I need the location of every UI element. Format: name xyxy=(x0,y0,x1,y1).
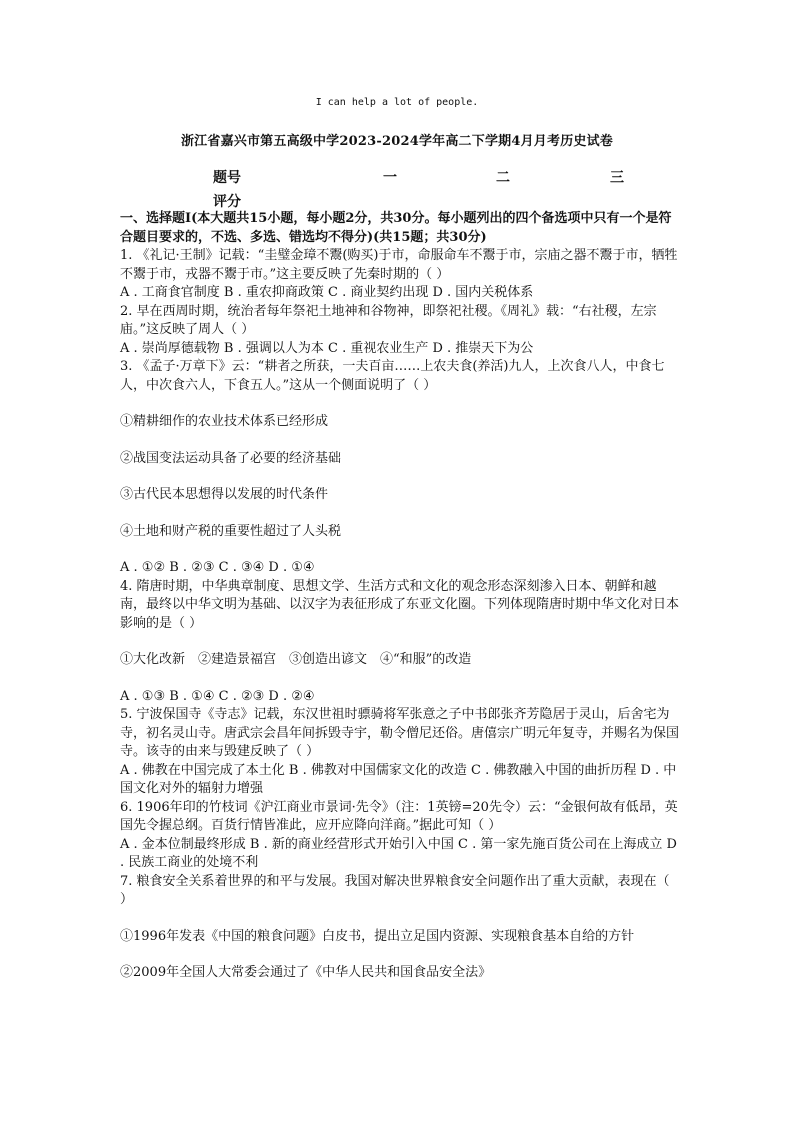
question-3-item: ③古代民本思想得以发展的时代条件 xyxy=(120,487,329,502)
question-4-options: A . ①③ B . ①④ C . ②③ D . ②④ xyxy=(120,688,315,704)
question-1-stem: 1. 《礼记·王制》记载：“圭璧金璋不鬻(购买)于市，命服命车不鬻于市，宗庙之器不鬻于市，牺牲不鬻于市，戎器不鬻于市。”这主要反映了先秦时期的（ ） xyxy=(120,248,678,282)
question-4-stem: 4. 隋唐时期，中华典章制度、思想文学、生活方式和文化的观念形态深刻渗入日本、朝鲜和越南，最终以中华文明为基础、以汉字为表征形成了东亚文化圈。下列体现隋唐时期中华文化对日本影响的是（ ） xyxy=(120,578,680,631)
score-col-3: 三 xyxy=(610,170,624,186)
question-5-stem: 5. 宁波保国寺《寺志》记载，东汉世祖时骠骑将军张意之子中书郎张齐芳隐居于灵山，后舍宅为寺，初名灵山寺。唐武宗会昌年间拆毁寺宇，勒令僧尼还俗。唐僖宗广明元年复寺，并赐名为保国寺。该寺的由来与毁建反映了（ ） xyxy=(120,707,680,759)
question-6-stem: 6. 1906年印的竹枝词《沪江商业市景词·先令》（注：1英镑=20先令）云：“金银何故有低昂，英国先令握总纲。百货行情皆准此，应开应降向洋商。”据此可知（ ） xyxy=(120,799,678,833)
question-3-item: ①精耕细作的农业技术体系已经形成 xyxy=(120,414,329,429)
score-row-header xyxy=(213,165,643,189)
question-2-stem: 2. 早在西周时期，统治者每年祭祀土地神和谷物神，即祭祀社稷。《周礼》载：“右社稷，左宗庙。”这反映了周人（ ） xyxy=(120,303,657,337)
question-7-item: ②2009年全国人大常委会通过了《中华人民共和国食品安全法》 xyxy=(120,965,492,980)
question-4-items: ①大化改新 ②建造景福宫 ③创造出谚文 ④“和服”的改造 xyxy=(120,652,472,667)
score-col-2: 二 xyxy=(496,170,510,186)
question-3-item: ②战国变法运动具备了必要的经济基础 xyxy=(120,450,342,466)
section-heading: 一、选择题Ⅰ(本大题共15小题，每小题2分，共30分。每小题列出的四个备选项中只有一个是符合题目要求的，不选、多选、错选均不得分)(共15题；共30分) xyxy=(120,211,672,245)
question-7-item: ①1996年发表《中国的粮食问题》白皮书，提出立足国内资源、实现粮食基本自给的方针 xyxy=(120,928,635,944)
score-row-label-number: 题号 xyxy=(213,170,241,186)
exam-title: 浙江省嘉兴市第五高级中学2023-2024学年高二下学期4月月考历史试卷 xyxy=(180,134,613,149)
question-7-stem: 7. 粮食安全关系着世界的和平与发展。我国对解决世界粮食安全问题作出了重大贡献，表现在（ ） xyxy=(120,873,670,907)
question-5-options: A . 佛教在中国完成了本土化 B . 佛教对中国儒家文化的改造 C . 佛教融入中国的曲折历程 D . 中国文化对外的辐射力增强 xyxy=(120,762,677,796)
question-3-stem: 3. 《孟子·万章下》云：“耕者之所获，一夫百亩……上农夫食(养活)九人，上次食八人，中食七人，中次食六人，下食五人。”这从一个侧面说明了（ ） xyxy=(120,359,665,393)
header-note: I can help a lot of people. xyxy=(315,97,479,108)
question-3-item: ④土地和财产税的重要性超过了人头税 xyxy=(120,523,342,539)
question-3-options: A . ①② B . ②③ C . ③④ D . ①④ xyxy=(120,560,315,575)
exam-content xyxy=(120,210,680,983)
question-2-options: A . 崇尚厚德载物 B . 强调以人为本 C . 重视农业生产 D . 推崇天下为公 xyxy=(120,340,534,356)
score-row-label-score: 评分 xyxy=(213,194,241,210)
score-table xyxy=(213,165,643,213)
question-6-options: A . 金本位制最终形成 B . 新的商业经营形式开始引入中国 C . 第一家先施百货公司在上海成立 D . 民族工商业的处境不利 xyxy=(120,836,677,870)
score-col-1: 一 xyxy=(383,170,397,186)
question-1-options: A . 工商食官制度 B . 重农抑商政策 C . 商业契约出现 D . 国内关税体系 xyxy=(120,285,534,300)
